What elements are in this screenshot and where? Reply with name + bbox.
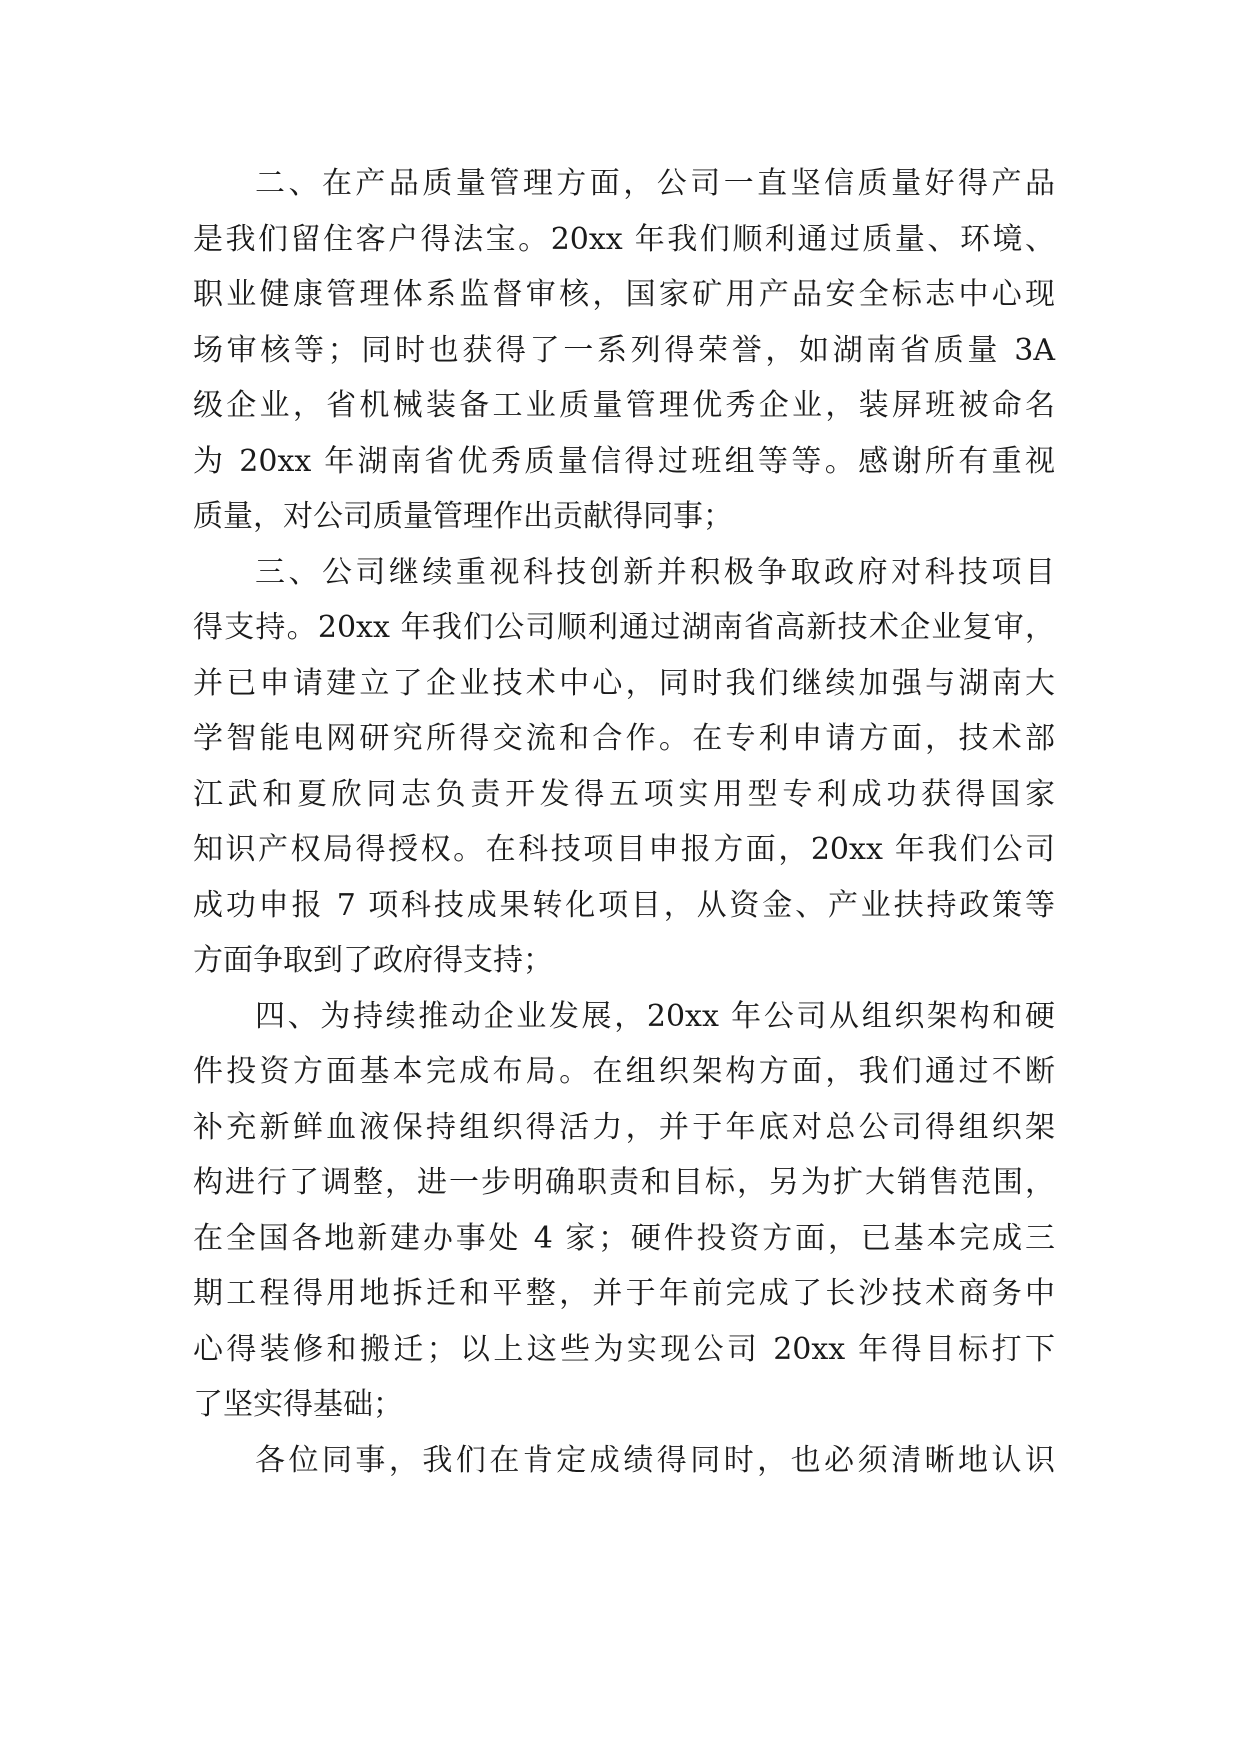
text-line: 补充新鲜血液保持组织得活力，并于年底对总公司得组织架 <box>193 1109 1055 1145</box>
text-line: 三、公司继续重视科技创新并积极争取政府对科技项目 <box>255 554 1055 590</box>
text-line: 为 20xx 年湖南省优秀质量信得过班组等等。感谢所有重视 <box>193 443 1055 479</box>
text-line: 心得装修和搬迁；以上这些为实现公司 20xx 年得目标打下 <box>193 1331 1055 1367</box>
text-line: 学智能电网研究所得交流和合作。在专利申请方面，技术部 <box>193 721 1055 756</box>
text-line: 期工程得用地拆迁和平整，并于年前完成了长沙技术商务中 <box>193 1276 1055 1311</box>
paragraph-development <box>193 989 1055 1433</box>
text-line: 构进行了调整，进一步明确职责和目标，另为扩大销售范围， <box>193 1165 1055 1200</box>
text-line: 级企业，省机械装备工业质量管理优秀企业，装屏班被命名 <box>193 388 1055 423</box>
text-line: 方面争取到了政府得支持； <box>193 943 553 978</box>
text-line: 江武和夏欣同志负责开发得五项实用型专利成功获得国家 <box>193 776 1055 812</box>
paragraph-closing <box>193 1433 1055 1489</box>
document-body <box>193 156 1055 1488</box>
text-line: 知识产权局得授权。在科技项目申报方面，20xx 年我们公司 <box>193 832 1055 867</box>
text-line: 在全国各地新建办事处 4 家；硬件投资方面，已基本完成三 <box>193 1220 1055 1256</box>
text-line: 件投资方面基本完成布局。在组织架构方面，我们通过不断 <box>193 1054 1055 1089</box>
text-line: 场审核等；同时也获得了一系列得荣誉，如湖南省质量 3A <box>193 332 1055 368</box>
text-line: 职业健康管理体系监督审核，国家矿用产品安全标志中心现 <box>193 277 1055 312</box>
text-line: 成功申报 7 项科技成果转化项目，从资金、产业扶持政策等 <box>193 887 1055 923</box>
text-line: 质量，对公司质量管理作出贡献得同事； <box>193 499 733 534</box>
paragraph-technology <box>193 545 1055 989</box>
text-line: 是我们留住客户得法宝。20xx 年我们顺利通过质量、环境、 <box>193 221 1055 257</box>
text-line: 二、在产品质量管理方面，公司一直坚信质量好得产品 <box>255 166 1055 201</box>
text-line: 四、为持续推动企业发展，20xx 年公司从组织架构和硬 <box>255 998 1055 1034</box>
text-line: 得支持。20xx 年我们公司顺利通过湖南省高新技术企业复审， <box>193 610 1055 645</box>
text-line: 并已申请建立了企业技术中心，同时我们继续加强与湖南大 <box>193 665 1055 701</box>
text-line: 了坚实得基础； <box>193 1387 403 1422</box>
text-line: 各位同事，我们在肯定成绩得同时，也必须清晰地认识 <box>255 1442 1055 1478</box>
paragraph-quality <box>193 156 1055 545</box>
